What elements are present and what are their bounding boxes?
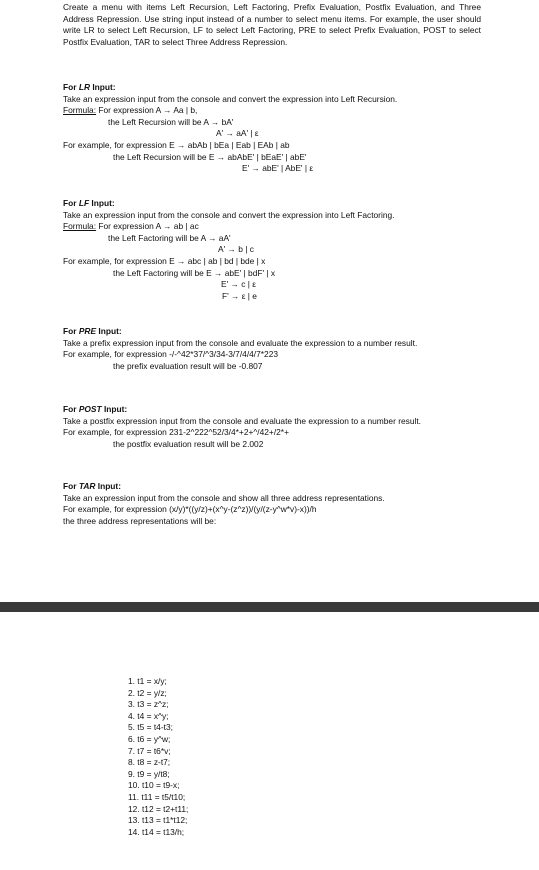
lf-example: For example, for expression E → abc | ab | bd | bde | x <box>63 255 266 266</box>
list-item: 3. t3 = z^z; <box>128 699 169 710</box>
lf-description: Take an expression input from the console and convert the expression into Left Factoring. <box>63 209 395 220</box>
list-item: 7. t7 = t6*v; <box>128 745 171 756</box>
lr-example-e-prime: E' → abE' | AbE' | ε <box>242 163 314 174</box>
lf-section <box>63 198 481 302</box>
three-address-list <box>128 676 188 838</box>
document-page-2 <box>0 612 539 870</box>
lr-formula <box>63 105 481 117</box>
lr-formula-a-prime: A' → aA' | ε <box>216 128 259 139</box>
pre-description: Take a prefix expression input from the console and evaluate the expression to a number result. <box>63 337 418 348</box>
lf-formula <box>63 221 481 233</box>
lf-formula-label: Formula: <box>63 221 97 232</box>
lr-section <box>63 82 481 175</box>
lr-heading: For LR Input: <box>63 82 116 92</box>
list-item: 1. t1 = x/y; <box>128 676 167 686</box>
lr-formula-text: For expression A → Aa | b, <box>98 105 198 116</box>
post-description: Take a postfix expression input from the console and evaluate the expression to a number result. <box>63 415 422 426</box>
post-section <box>63 404 481 450</box>
tar-description: Take an expression input from the console and show all three address representations. <box>63 492 385 503</box>
tar-result: the three address representations will be: <box>63 515 217 526</box>
lf-example-result: the Left Factoring will be E → abE' | bdF' | x <box>113 267 276 278</box>
page-separator <box>0 602 539 612</box>
list-item: 4. t4 = x^y; <box>128 710 169 721</box>
list-item: 11. t11 = t5/t10; <box>128 791 186 802</box>
lr-formula-label: Formula: <box>63 105 97 116</box>
pre-section <box>63 326 481 372</box>
lf-formula-text: For expression A → ab | ac <box>98 221 199 232</box>
list-item: 8. t8 = z-t7; <box>128 757 171 768</box>
list-item: 6. t6 = y^w; <box>128 733 171 744</box>
intro-paragraph: Create a menu with items Left Recursion, Left Factoring, Prefix Evaluation, Postfix Evaluation, and Three Address Repression. Use string input instead of a number to select menu items. For example, the user should write LR to select Left Recursion, LF to select Left Factoring, PRE to select Prefix Evaluation, POST to select Postfix Evaluation, TAR to select Three Address Repression. <box>63 2 481 47</box>
list-item: 13. t13 = t1*t12; <box>128 815 188 826</box>
post-example: For example, for expression 231-2^222^52/3/4*+2+^/42+/2*+ <box>63 427 289 438</box>
lf-formula-result: the Left Factoring will be A → aA' <box>108 232 231 243</box>
lr-example: For example, for expression E → abAb | bEa | Eab | EAb | ab <box>63 139 290 150</box>
list-item: 5. t5 = t4-t3; <box>128 722 173 733</box>
pre-result: the prefix evaluation result will be -0.807 <box>113 360 263 371</box>
pre-heading: For PRE Input: <box>63 326 122 336</box>
lr-description: Take an expression input from the console and convert the expression into Left Recursion. <box>63 93 398 104</box>
lr-formula-result: the Left Recursion will be A → bA' <box>108 116 234 127</box>
list-item: 10. t10 = t9-x; <box>128 780 180 791</box>
list-item: 12. t12 = t2+t11; <box>128 803 189 814</box>
lf-example-e-prime: E' → c | ε <box>221 279 256 290</box>
post-result: the postfix evaluation result will be 2.002 <box>113 438 264 449</box>
lr-example-result: the Left Recursion will be E → abAbE' | bEaE' | abE' <box>113 151 307 162</box>
pre-example: For example, for expression -/-^42*37/^3/34-3/7/4/4/7*223 <box>63 349 279 360</box>
list-item: 14. t14 = t13/h; <box>128 826 185 837</box>
tar-example: For example, for expression (x/y)*((y/z)+(x^y-(z^z))/(y/(z-y^w*v)-x))/h <box>63 504 317 515</box>
lf-example-f-prime: F' → ε | e <box>222 290 257 301</box>
lf-formula-a-prime: A' → b | c <box>218 244 254 255</box>
lf-heading: For LF Input: <box>63 198 115 208</box>
tar-heading: For TAR Input: <box>63 481 122 491</box>
list-item: 2. t2 = y/z; <box>128 687 167 698</box>
tar-section <box>63 481 481 527</box>
list-item: 9. t9 = y/t8; <box>128 768 170 779</box>
post-heading: For POST Input: <box>63 404 128 414</box>
